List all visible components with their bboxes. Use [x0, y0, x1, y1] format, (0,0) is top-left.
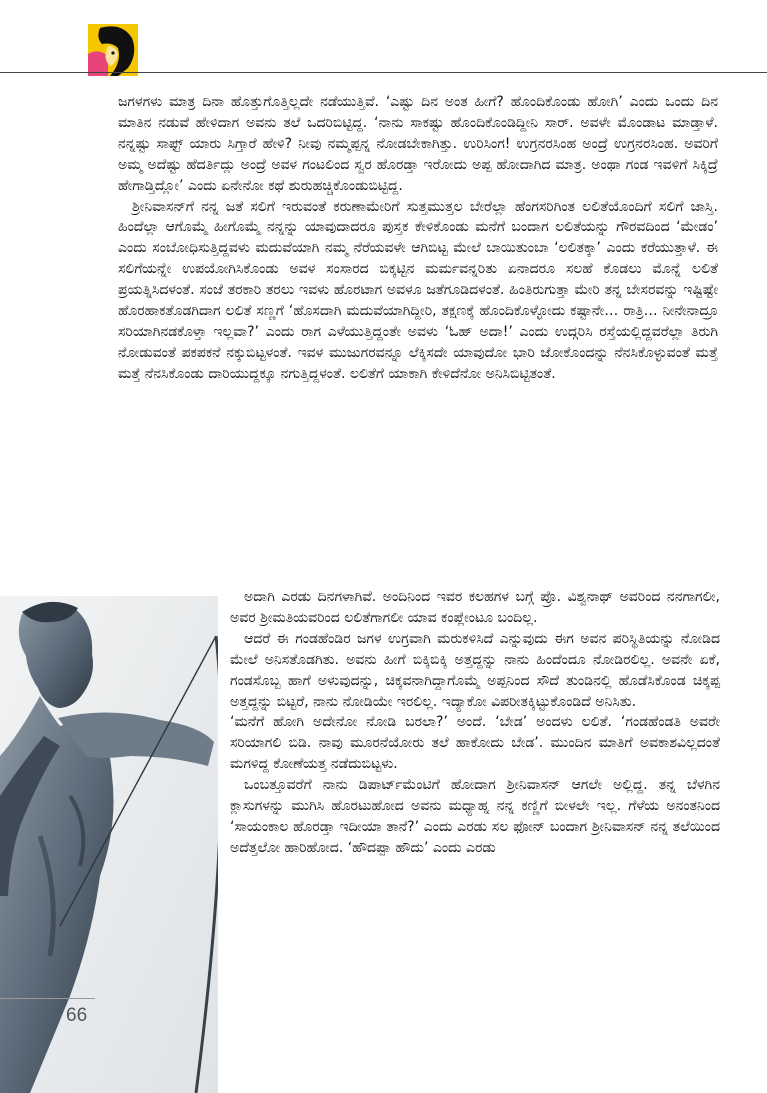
header-divider	[0, 72, 767, 73]
publication-logo-icon	[88, 24, 138, 76]
paragraph: ಆದರೆ ಈ ಗಂಡಹೆಂಡಿರ ಜಗಳ ಉಗ್ರವಾಗಿ ಮರುಕಳಿಸಿದೆ ಎನ್ನುವುದು ಈಗ ಅವನ ಪರಿಸ್ಥಿತಿಯನ್ನು ನೋಡಿದ ಮೇಲೆ ಅನಿಸತೊಡಗಿತು. ಅವನು ಹೀಗೆ ಬಿಕ್ಕಿಬಿಕ್ಕಿ ಅತ್ತದ್ದನ್ನು ನಾನು ಹಿಂದೆಂದೂ ನೋಡಿರಲಿಲ್ಲ. ಅವನೇ ಏಕೆ, ಗಂಡಸೊಬ್ಬ ಹಾಗೆ ಅಳುವುದನ್ನು, ಚಿಕ್ಕವನಾಗಿದ್ದಾಗೊಮ್ಮೆ ಅಪ್ಪನಿಂದ ಸೌದೆ ತುಂಡಿನಲ್ಲಿ ಹೊಡೆಸಿಕೊಂಡ ಚಿಕ್ಕಪ್ಪ ಅತ್ತದ್ದನ್ನು ಬಿಟ್ಟರೆ, ನಾನು ನೋಡಿಯೇ ಇರಲಿಲ್ಲ. ಇದ್ಯಾಕೋ ವಿಪರೀತಕ್ಕಿಟ್ಟುಕೊಂಡಿದೆ ಅನಿಸಿತು.	[230, 630, 720, 710]
paragraph: ಜಗಳಗಳು ಮಾತ್ರ ದಿನಾ ಹೊತ್ತುಗೊತ್ತಿಲ್ಲದೇ ನಡೆಯುತ್ತಿವೆ. ‘ಎಷ್ಟು ದಿನ ಅಂತ ಹೀಗೆ? ಹೊಂದಿಕೊಂಡು ಹೋಗಿ’ ಎಂದು ಒಂದು ದಿನ ಮಾತಿನ ನಡುವೆ ಹೇಳಿದಾಗ ಅವನು ತಲೆ ಒದರಿಬಿಟ್ಟಿದ್ದ. ‘ನಾನು ಸಾಕಷ್ಟು ಹೊಂದಿಕೊಂಡಿದ್ದೀನಿ ಸಾರ್. ಅವಳೇ ಮೊಂಡಾಟ ಮಾಡ್ತಾಳೆ. ನನ್ನಷ್ಟು ಸಾಫ್ಟ್ ಯಾರು ಸಿಗ್ತಾರೆ ಹೇಳಿ? ನೀವು ನಮ್ಮಪ್ಪನ್ನ ನೋಡಬೇಕಾಗಿತ್ತು. ಉರಿಸಿಂಗ! ಉಗ್ರನರಸಿಂಹ ಅಂದ್ರೆ ಉಗ್ರನರಸಿಂಹ. ಅವರಿಗೆ ಅಮ್ಮ ಅದೆಷ್ಟು ಹೆದರ್ತಿದ್ಲು ಅಂದ್ರೆ ಅವಳ ಗಂಟಲಿಂದ ಸ್ವರ ಹೊರಡ್ತಾ ಇರೋದು ಅಪ್ಪ ಹೋದಾಗಿದ ಮಾತ್ರ. ಅಂಥಾ ಗಂಡ ಇವಳಿಗೆ ಸಿಕ್ಕಿದ್ರೆ ಹೇಗಾಡ್ತಿದ್ಲೋ’ ಎಂದು ಏನೇನೋ ಕಥೆ ಶುರುಹಚ್ಚಿಕೊಂಡುಬಿಟ್ಟಿದ್ದ.	[118, 94, 718, 194]
article-body-side	[230, 587, 720, 859]
article-body-top	[118, 92, 718, 385]
paragraph: ಶ್ರೀನಿವಾಸನ್‌ಗೆ ನನ್ನ ಜತೆ ಸಲಿಗೆ ಇರುವಂತೆ ಕರುಣಾಮೇರಿಗೆ ಸುತ್ತಮುತ್ತಲ ಬೇರೆಲ್ಲಾ ಹೆಂಗಸರಿಗಿಂತ ಲಲಿತೆಯೊಂದಿಗೆ ಸಲಿಗೆ ಜಾಸ್ತಿ. ಹಿಂದೆಲ್ಲಾ ಆಗೊಮ್ಮೆ ಹೀಗೊಮ್ಮೆ ನನ್ನನ್ನು ಯಾವುದಾದರೂ ಪುಸ್ತಕ ಕೇಳಿಕೊಂಡು ಮನೆಗೆ ಬಂದಾಗ ಲಲಿತೆಯನ್ನು ಗೌರವದಿಂದ ‘ಮೇಡಂ’ ಎಂದು ಸಂಬೋಧಿಸುತ್ತಿದ್ದವಳು ಮದುವೆಯಾಗಿ ನಮ್ಮ ನೆರೆಯವಳೇ ಆಗಿಬಿಟ್ಟ ಮೇಲೆ ಬಾಯಿತುಂಬಾ ‘ಲಲಿತಕ್ಕಾ’ ಎಂದು ಕರೆಯುತ್ತಾಳೆ. ಈ ಸಲಿಗೆಯನ್ನೇ ಉಪಯೋಗಿಸಿಕೊಂಡು ಅವಳ ಸಂಸಾರದ ಬಿಕ್ಕಟ್ಟಿನ ಮರ್ಮವನ್ನರಿತು ಏನಾದರೂ ಸಲಹೆ ಕೊಡಲು ಮೊನ್ನೆ ಲಲಿತೆ ಪ್ರಯತ್ನಿಸಿದಳಂತೆ. ಸಂಜೆ ತರಕಾರಿ ತರಲು ಇವಳು ಹೊರಟಾಗ ಅವಳೂ ಜತೆಗೂಡಿದಳಂತೆ. ಹಿಂತಿರುಗುತ್ತಾ ಮೇರಿ ತನ್ನ ಬೇಸರವನ್ನು ಇಷ್ಟಿಷ್ಟೇ ಹೊರಹಾಕತೊಡಗಿದಾಗ ಲಲಿತೆ ಸಣ್ಣಗೆ ‘ಹೊಸದಾಗಿ ಮದುವೆಯಾಗಿದ್ದೀರಿ, ತಕ್ಷಣಕ್ಕೆ ಹೊಂದಿಕೊಳ್ಳೋದು ಕಷ್ಟಾನೇ… ರಾತ್ರಿ… ನೀನೇನಾದ್ರೂ ಸರಿಯಾಗಿನಡಕೊಳ್ತಾ ಇಲ್ಲವಾ?’ ಎಂದು ರಾಗ ಎಳೆಯುತ್ತಿದ್ದಂತೇ ಅವಳು ‘ಓಹ್ ಅದಾ!’ ಎಂದು ಉದ್ಗರಿಸಿ ರಸ್ತೆಯಲ್ಲಿದ್ದವರೆಲ್ಲಾ ತಿರುಗಿ ನೋಡುವಂತೆ ಪಕಪಕನೆ ನಕ್ಕುಬಿಟ್ಟಳಂತೆ. ಇವಳ ಮುಜುಗರವನ್ನೂ ಲೆಕ್ಕಿಸದೇ ಯಾವುದೋ ಭಾರಿ ಜೋಕೊಂದನ್ನು ನೆನಸಿಕೊಳ್ಳುವಂತೆ ಮತ್ತೆ ಮತ್ತೆ ನೆನಸಿಕೊಂಡು ದಾರಿಯುದ್ದಕ್ಕೂ ನಗುತ್ತಿದ್ದಳಂತೆ. ಲಲಿತೆಗೆ ಯಾಕಾಗಿ ಕೇಳಿದೆನೋ ಅನಿಸಿಬಿಟ್ಟಿತಂತೆ.	[118, 198, 718, 382]
paragraph: ‘ಮನೆಗೆ ಹೋಗಿ ಅದೇನೋ ನೋಡಿ ಬರಲಾ?’ ಅಂದೆ. ‘ಬೇಡ’ ಅಂದಳು ಲಲಿತೆ. ‘ಗಂಡಹೆಂಡತಿ ಅವರೇ ಸರಿಯಾಗಲಿ ಬಿಡಿ. ನಾವು ಮೂರನೆಯೋರು ತಲೆ ಹಾಕೋದು ಬೇಡ’. ಮುಂದಿನ ಮಾತಿಗೆ ಅವಕಾಶವಿಲ್ಲದಂತೆ ಮಗಳಿದ್ದ ಕೋಣೆಯತ್ತ ನಡೆದುಬಿಟ್ಟಳು.	[230, 714, 720, 773]
paragraph: ಒಂಬತ್ತೂವರೆಗೆ ನಾನು ಡಿಪಾರ್ಟ್‌ಮೆಂಟಿಗೆ ಹೋದಾಗ ಶ್ರೀನಿವಾಸನ್ ಆಗಲೇ ಅಲ್ಲಿದ್ದ. ತನ್ನ ಬೆಳಗಿನ ಕ್ಲಾಸುಗಳನ್ನು ಮುಗಿಸಿ ಹೊರಟುಹೋದ ಅವನು ಮಧ್ಯಾಹ್ನ ನನ್ನ ಕಣ್ಣಿಗೆ ಬೀಳಲೇ ಇಲ್ಲ. ಗೆಳೆಯ ಅನಂತನಿಂದ ‘ಸಾಯಂಕಾಲ ಹೊರಡ್ತಾ ಇದೀಯಾ ತಾನೆ?’ ಎಂದು ಎರಡು ಸಲ ಫೋನ್ ಬಂದಾಗ ಶ್ರೀನಿವಾಸನ್ ನನ್ನ ತಲೆಯಿಂದ ಅದೆತ್ತಲೋ ಹಾರಿಹೋದ. ‘ಹೌದಪ್ಪಾ ಹೌದು’ ಎಂದು ಎರಡು	[230, 777, 720, 856]
footer-divider	[0, 998, 95, 999]
archer-illustration	[0, 596, 218, 1093]
page-number: 66	[66, 1005, 88, 1026]
paragraph: ಅದಾಗಿ ಎರಡು ದಿನಗಳಾಗಿವೆ. ಅಂದಿನಿಂದ ಇವರ ಕಲಹಗಳ ಬಗ್ಗೆ ಪ್ರೊ. ವಿಶ್ವನಾಥ್ ಅವರಿಂದ ನನಗಾಗಲೀ, ಅವರ ಶ್ರೀಮತಿಯವರಿಂದ ಲಲಿತೆಗಾಗಲೀ ಯಾವ ಕಂಪ್ಲೇಂಟೂ ಬಂದಿಲ್ಲ.	[230, 589, 720, 626]
